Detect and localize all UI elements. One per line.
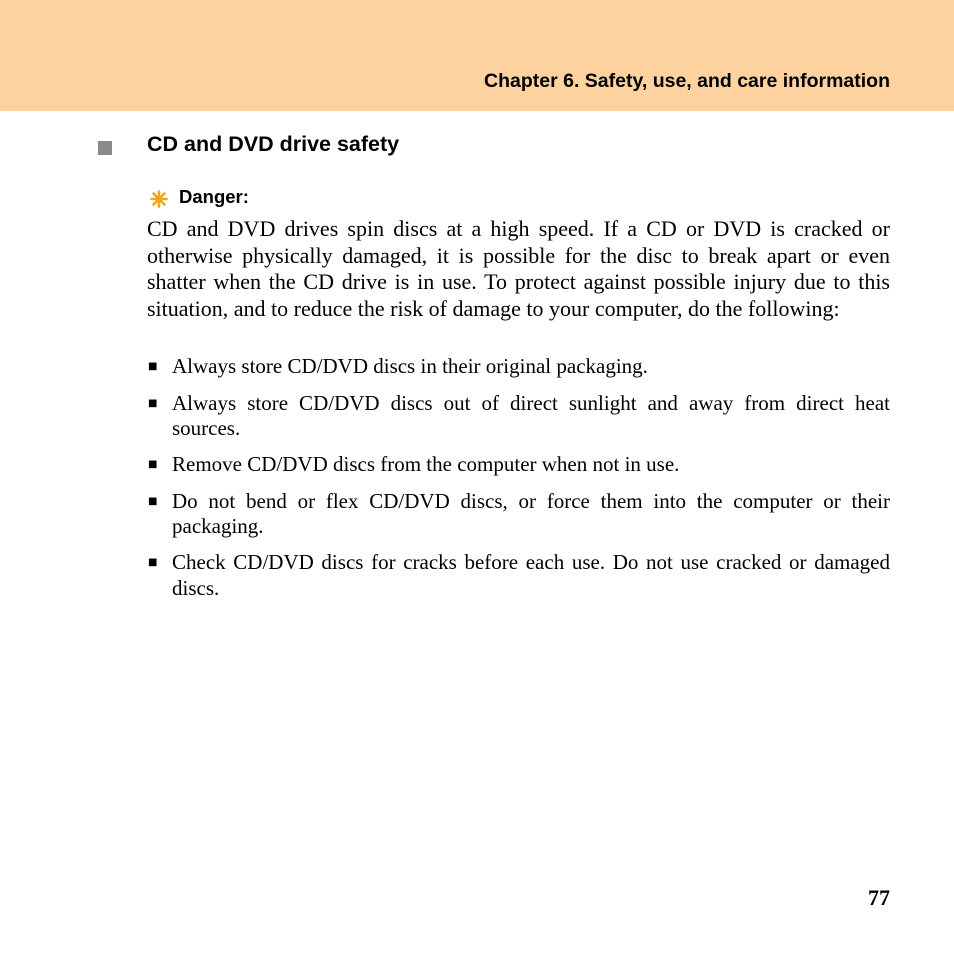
danger-label: Danger: [179,186,249,207]
header-band [0,0,954,111]
list-item-text: Remove CD/DVD discs from the computer when not in use. [172,452,680,476]
list-item [147,354,890,380]
list-item-text: Do not bend or flex CD/DVD discs, or force them into the computer or their packaging. [172,488,890,538]
section-title: CD and DVD drive safety [147,132,400,156]
list-item-text: Always store CD/DVD discs out of direct sunlight and away from direct heat sources. [172,390,890,440]
list-item-text: Check CD/DVD discs for cracks before each use. Do not use cracked or damaged discs. [172,550,890,600]
list-item [147,452,890,478]
chapter-title: Chapter 6. Safety, use, and care information [484,70,890,92]
danger-starburst-icon [150,190,168,208]
bullet-marker: ■ [148,397,158,409]
body-paragraph: CD and DVD drives spin discs at a high speed. If a CD or DVD is cracked or otherwise physically damaged, it is possible for the disc to break apart or even shatter when the CD drive is in use. To protect against possible injury due to this situation, and to reduce the risk of damage to your computer, do the following: [147,216,890,321]
list-item [147,550,890,601]
square-bullet-icon [98,141,112,155]
bullet-marker: ■ [148,495,158,507]
list-item [147,489,890,540]
page-number: 77 [868,885,890,910]
bullet-marker: ■ [148,557,158,568]
bullet-marker: ■ [148,361,158,372]
list-item [147,391,890,442]
precautions-list [147,354,890,612]
list-item-text: Always store CD/DVD discs in their original packaging. [172,354,648,378]
bullet-marker: ■ [148,459,158,470]
